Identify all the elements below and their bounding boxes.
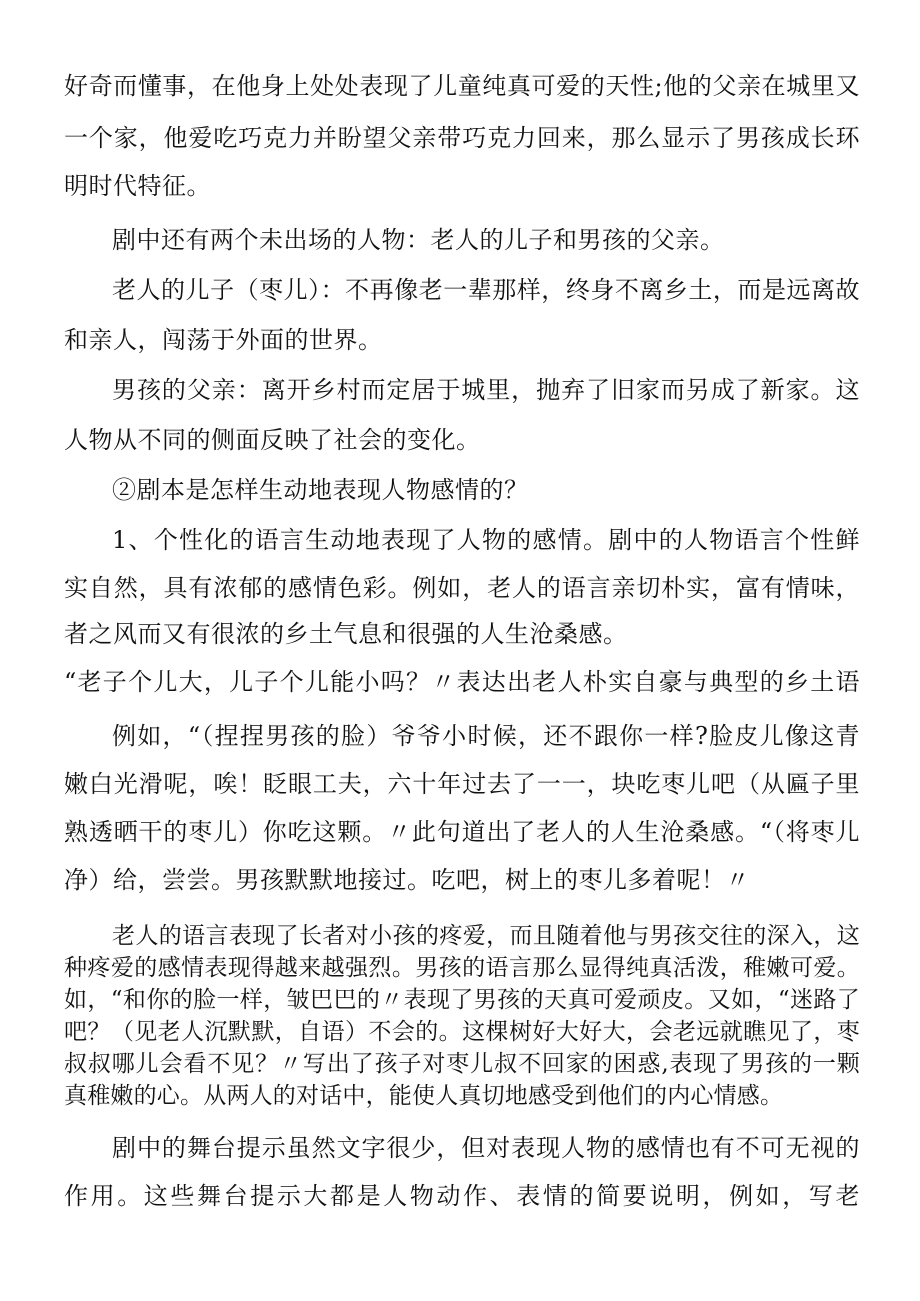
text-line: 一个家，他爱吃巧克力并盼望父亲带巧克力回来，那么显示了男孩成长环: [64, 124, 860, 152]
text-line: 和亲人，闯荡于外面的世界。: [64, 326, 383, 354]
text-line: 吧？（见老人沉默默，自语）不会的。这棵树好大好大，会老远就瞧见了，枣: [64, 1019, 860, 1045]
text-line: 老人的语言表现了长者对小孩的疼爱，而且随着他与男孩交往的深入，这: [112, 923, 860, 949]
text-line: 剧中还有两个未出场的人物：老人的儿子和男孩的父亲。: [112, 226, 725, 254]
text-line: 叔叔哪儿会看不见？〃写出了孩子对枣儿叔不回家的困惑,表现了男孩的一颗: [64, 1051, 860, 1077]
text-line: 如，“和你的脸一样，皱巴巴的〃表现了男孩的天真可爱顽皮。又如，“迷路了: [64, 987, 860, 1013]
text-line: 者之风而又有很浓的乡土气息和很强的人生沧桑感。: [64, 620, 628, 648]
text-line: 人物从不同的侧面反映了社会的变化。: [64, 426, 481, 454]
text-line: 实自然，具有浓郁的感情色彩。例如，老人的语言亲切朴实，富有情味，: [64, 574, 860, 602]
text-line: 1、个性化的语言生动地表现了人物的感情。剧中的人物语言个性鲜: [112, 526, 860, 554]
text-line: 熟透晒干的枣儿）你吃这颗。〃此句道出了老人的人生沧桑感。“（将枣儿: [64, 818, 860, 846]
text-line: 老人的儿子（枣儿）：不再像老一辈那样，终身不离乡土，而是远离故: [112, 276, 860, 304]
text-line: 例如，“（捏捏男孩的脸）爷爷小时候，还不跟你一样?脸皮儿像这青: [112, 722, 860, 750]
text-line: 男孩的父亲：离开乡村而定居于城里，抛弃了旧家而另成了新家。这: [112, 376, 860, 404]
text-line: 嫩白光滑呢，唉！眨眼工夫，六十年过去了一一，块吃枣儿吧（从匾子里: [64, 770, 860, 798]
text-line: “老子个儿大，儿子个儿能小吗？〃表达出老人朴实自豪与典型的乡土语: [64, 668, 860, 696]
text-line: 真稚嫩的心。从两人的对话中，能使人真切地感受到他们的内心情感。: [64, 1083, 784, 1109]
text-line: ②剧本是怎样生动地表现人物感情的？: [112, 476, 529, 504]
text-line: 剧中的舞台提示虽然文字很少，但对表现人物的感情也有不可无视的: [112, 1134, 860, 1162]
text-line: 种疼爱的感情表现得越来越强烈。男孩的语言那么显得纯真活泼，稚嫩可爱。: [64, 955, 860, 981]
text-line: 明时代特征。: [64, 172, 211, 200]
text-line: 作用。这些舞台提示大都是人物动作、表情的简要说明，例如，写老: [64, 1182, 860, 1210]
text-line: 好奇而懂事，在他身上处处表现了儿童纯真可爱的天性;他的父亲在城里又: [64, 72, 860, 100]
text-line: 净）给，尝尝。男孩默默地接过。吃吧，树上的枣儿多着呢！〃: [64, 866, 750, 894]
